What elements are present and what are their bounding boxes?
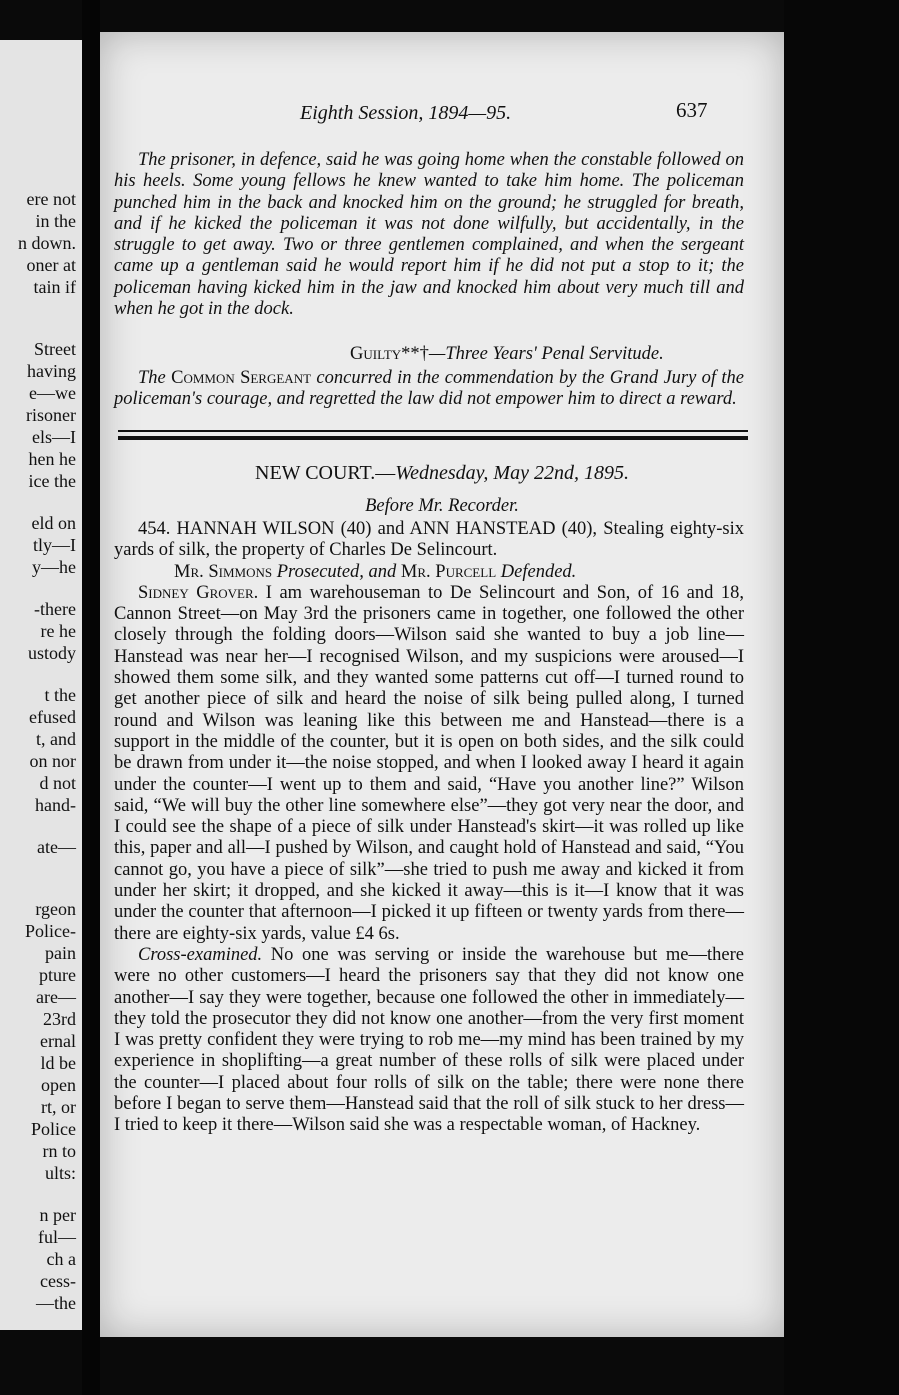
court-heading <box>100 462 784 485</box>
facing-page-fragment: ch a <box>46 1249 76 1269</box>
facing-page-fragment: tain if <box>33 277 76 297</box>
facing-page-fragment: ate— <box>37 837 76 857</box>
witness-testimony: I am warehouseman to De Selincourt and Son, of 16 and 18, Cannon Street—on May 3rd the prisoners came in together, one followed the other closely through the folding doors—Wilson said she wanted to buy a job line—Hanstead was near her—I recognised Wilson, and my suspicions were aroused—I showed them some silk, and they wanted some patterns cut off—I turned round to get another piece of silk and heard the noise of silk being pulled along, I turned round and Wilson was leaning like this between me and Hanstead—there is a support in the middle of the counter, but it is open on both sides, and the silk could be drawn from under it—the noise stopped, and when I looked away I heard it again under the counter—I went up to them and said, “Have you another line?” Wilson said, “We will buy the other line somewhere else”—they got very near the door, and I could see the shape of a piece of silk under Hanstead's skirt—it was rolled up like this, paper and all—I pushed by Wilson, and caught hold of Hanstead and said, “You cannot go, you have a piece of silk”—she tried to push me away and kicked it from under her skirt; it dropped, and she kicked it away—this is it—I know that it was under the counter that afternoon—I picked it up fifteen or twenty yards from there—there are eighty-six yards, value £4 6s. <box>114 582 744 944</box>
facing-page-fragment: e—we <box>29 383 76 403</box>
divider-thick <box>118 436 748 440</box>
case-body <box>114 519 744 1137</box>
facing-page-fragment: pture <box>39 965 76 985</box>
commendation-rest: concurred in the commendation by the Grand Jury of the policeman's courage, and regretted the law did not empower him to direct a reward. <box>114 368 745 410</box>
commendation-lead: The <box>138 368 166 388</box>
facing-page-fragment: hand- <box>35 795 76 815</box>
witness-name: Sidney Grover. <box>138 582 259 603</box>
facing-page-fragment: ustody <box>27 643 76 663</box>
facing-page-fragment: re he <box>40 621 76 641</box>
facing-page-fragment: efused <box>29 707 76 727</box>
facing-page-fragment: Police <box>31 1119 76 1139</box>
facing-page-fragment: ld be <box>40 1053 76 1073</box>
facing-page-fragment: oner at <box>26 255 76 275</box>
verdict-guilty: Guilty**† <box>350 344 429 364</box>
running-head: Eighth Session, 1894—95. <box>300 102 512 124</box>
facing-page-fragment: open <box>41 1075 76 1095</box>
facing-page-fragment: having <box>27 361 76 381</box>
facing-page-fragment: ful— <box>38 1227 76 1247</box>
facing-page-fragment: Police- <box>25 921 76 941</box>
defence-text: The prisoner, in defence, said he was going home when the constable followed on his heels. Some young fellows he knew wanted to take him home. The policeman punched him in the back and knocked him on the ground; he struggled for breath, and if he kicked the policeman it was not done wilfully, but accidentally, in the struggle to get away. Two or three gentlemen complained, and when the sergeant came up a gentleman said he would report him if he did not put a stop to it; the policeman having kicked him in the jaw and knocked him about very much till and when he got in the dock. <box>114 150 744 320</box>
facing-page-fragment: els—I <box>32 427 76 447</box>
prosecution-role: Prosecuted, and <box>276 561 397 582</box>
defence-role: Defended. <box>500 561 577 582</box>
facing-page-fragment: y—he <box>32 557 76 577</box>
verdict-sentence: —Three Years' Penal Servitude. <box>428 344 664 364</box>
facing-page-fragment: rgeon <box>35 899 76 919</box>
prosecution-counsel: Mr. Simmons <box>174 561 273 582</box>
page-number: 637 <box>676 98 708 122</box>
cross-text: No one was serving or inside the warehouse but me—there were no other customers—I heard the prisoners say that they did not know one another—I say they were together, because one followed the other in immediately—they told the prosecutor they did not know one another—from the very first moment I was pretty confident they were trying to rob me—my mind has been trained by my experience in shoplifting—a great number of these rolls of silk were placed under the counter—I placed about four rolls of silk on the table; there were none there before I began to serve them—Hanstead said that the roll of silk stuck to her dress—I tried to keep it there—Wilson said she was a respectable woman, of Hackney. <box>114 944 744 1136</box>
facing-page-fragment: 23rd <box>43 1009 76 1029</box>
witness-paragraph <box>114 583 744 945</box>
facing-page-fragment: ice the <box>28 471 76 491</box>
facing-page-fragment: tly—I <box>33 535 76 555</box>
facing-page-fragment: rn to <box>42 1141 76 1161</box>
facing-page-fragment: —the <box>36 1293 76 1313</box>
facing-page-fragment: n per <box>39 1205 76 1225</box>
facing-page-fragment: t, and <box>36 729 76 749</box>
book-spine <box>82 0 100 1395</box>
facing-page-fragment: t the <box>44 685 76 705</box>
facing-page <box>0 40 85 1330</box>
divider-thin <box>118 430 748 432</box>
counsel-line <box>114 562 744 583</box>
defence-counsel: Mr. Purcell <box>400 561 497 582</box>
facing-page-fragment: ere not <box>26 189 76 209</box>
verdict <box>350 344 664 365</box>
scan-border <box>784 0 899 1395</box>
case-heading: 454. HANNAH WILSON (40) and ANN HANSTEAD (40), Stealing eighty-six yards of silk, the property of Charles De Selincourt. <box>114 519 744 561</box>
facing-page-fragment: d not <box>39 773 76 793</box>
commendation-paragraph <box>114 368 744 411</box>
facing-page-fragment: pain <box>45 943 76 963</box>
facing-page-fragment: are— <box>36 987 76 1007</box>
cross-paragraph <box>114 945 744 1137</box>
facing-page-fragment: n down. <box>18 233 76 253</box>
court-date: Wednesday, May 22nd, 1895. <box>395 462 629 484</box>
cross-label: Cross-examined. <box>138 944 263 965</box>
facing-page-fragment: ernal <box>40 1031 76 1051</box>
facing-page-fragment: on nor <box>29 751 76 771</box>
before-line: Before Mr. Recorder. <box>365 496 519 516</box>
facing-page-fragment: -there <box>34 599 76 619</box>
facing-page-fragment: risoner <box>26 405 76 425</box>
facing-page-fragment: Street <box>34 339 76 359</box>
defence-paragraph <box>114 150 744 320</box>
facing-page-fragment: rt, or <box>41 1097 76 1117</box>
facing-page-fragment: hen he <box>28 449 76 469</box>
commendation-name: Common Sergeant <box>171 368 312 388</box>
facing-page-fragment: eld on <box>31 513 76 533</box>
main-page <box>100 32 784 1337</box>
facing-page-fragment: cess- <box>40 1271 76 1291</box>
court-name: NEW COURT.— <box>255 462 396 484</box>
facing-page-fragment: in the <box>35 211 76 231</box>
facing-page-fragment: ults: <box>44 1163 76 1183</box>
